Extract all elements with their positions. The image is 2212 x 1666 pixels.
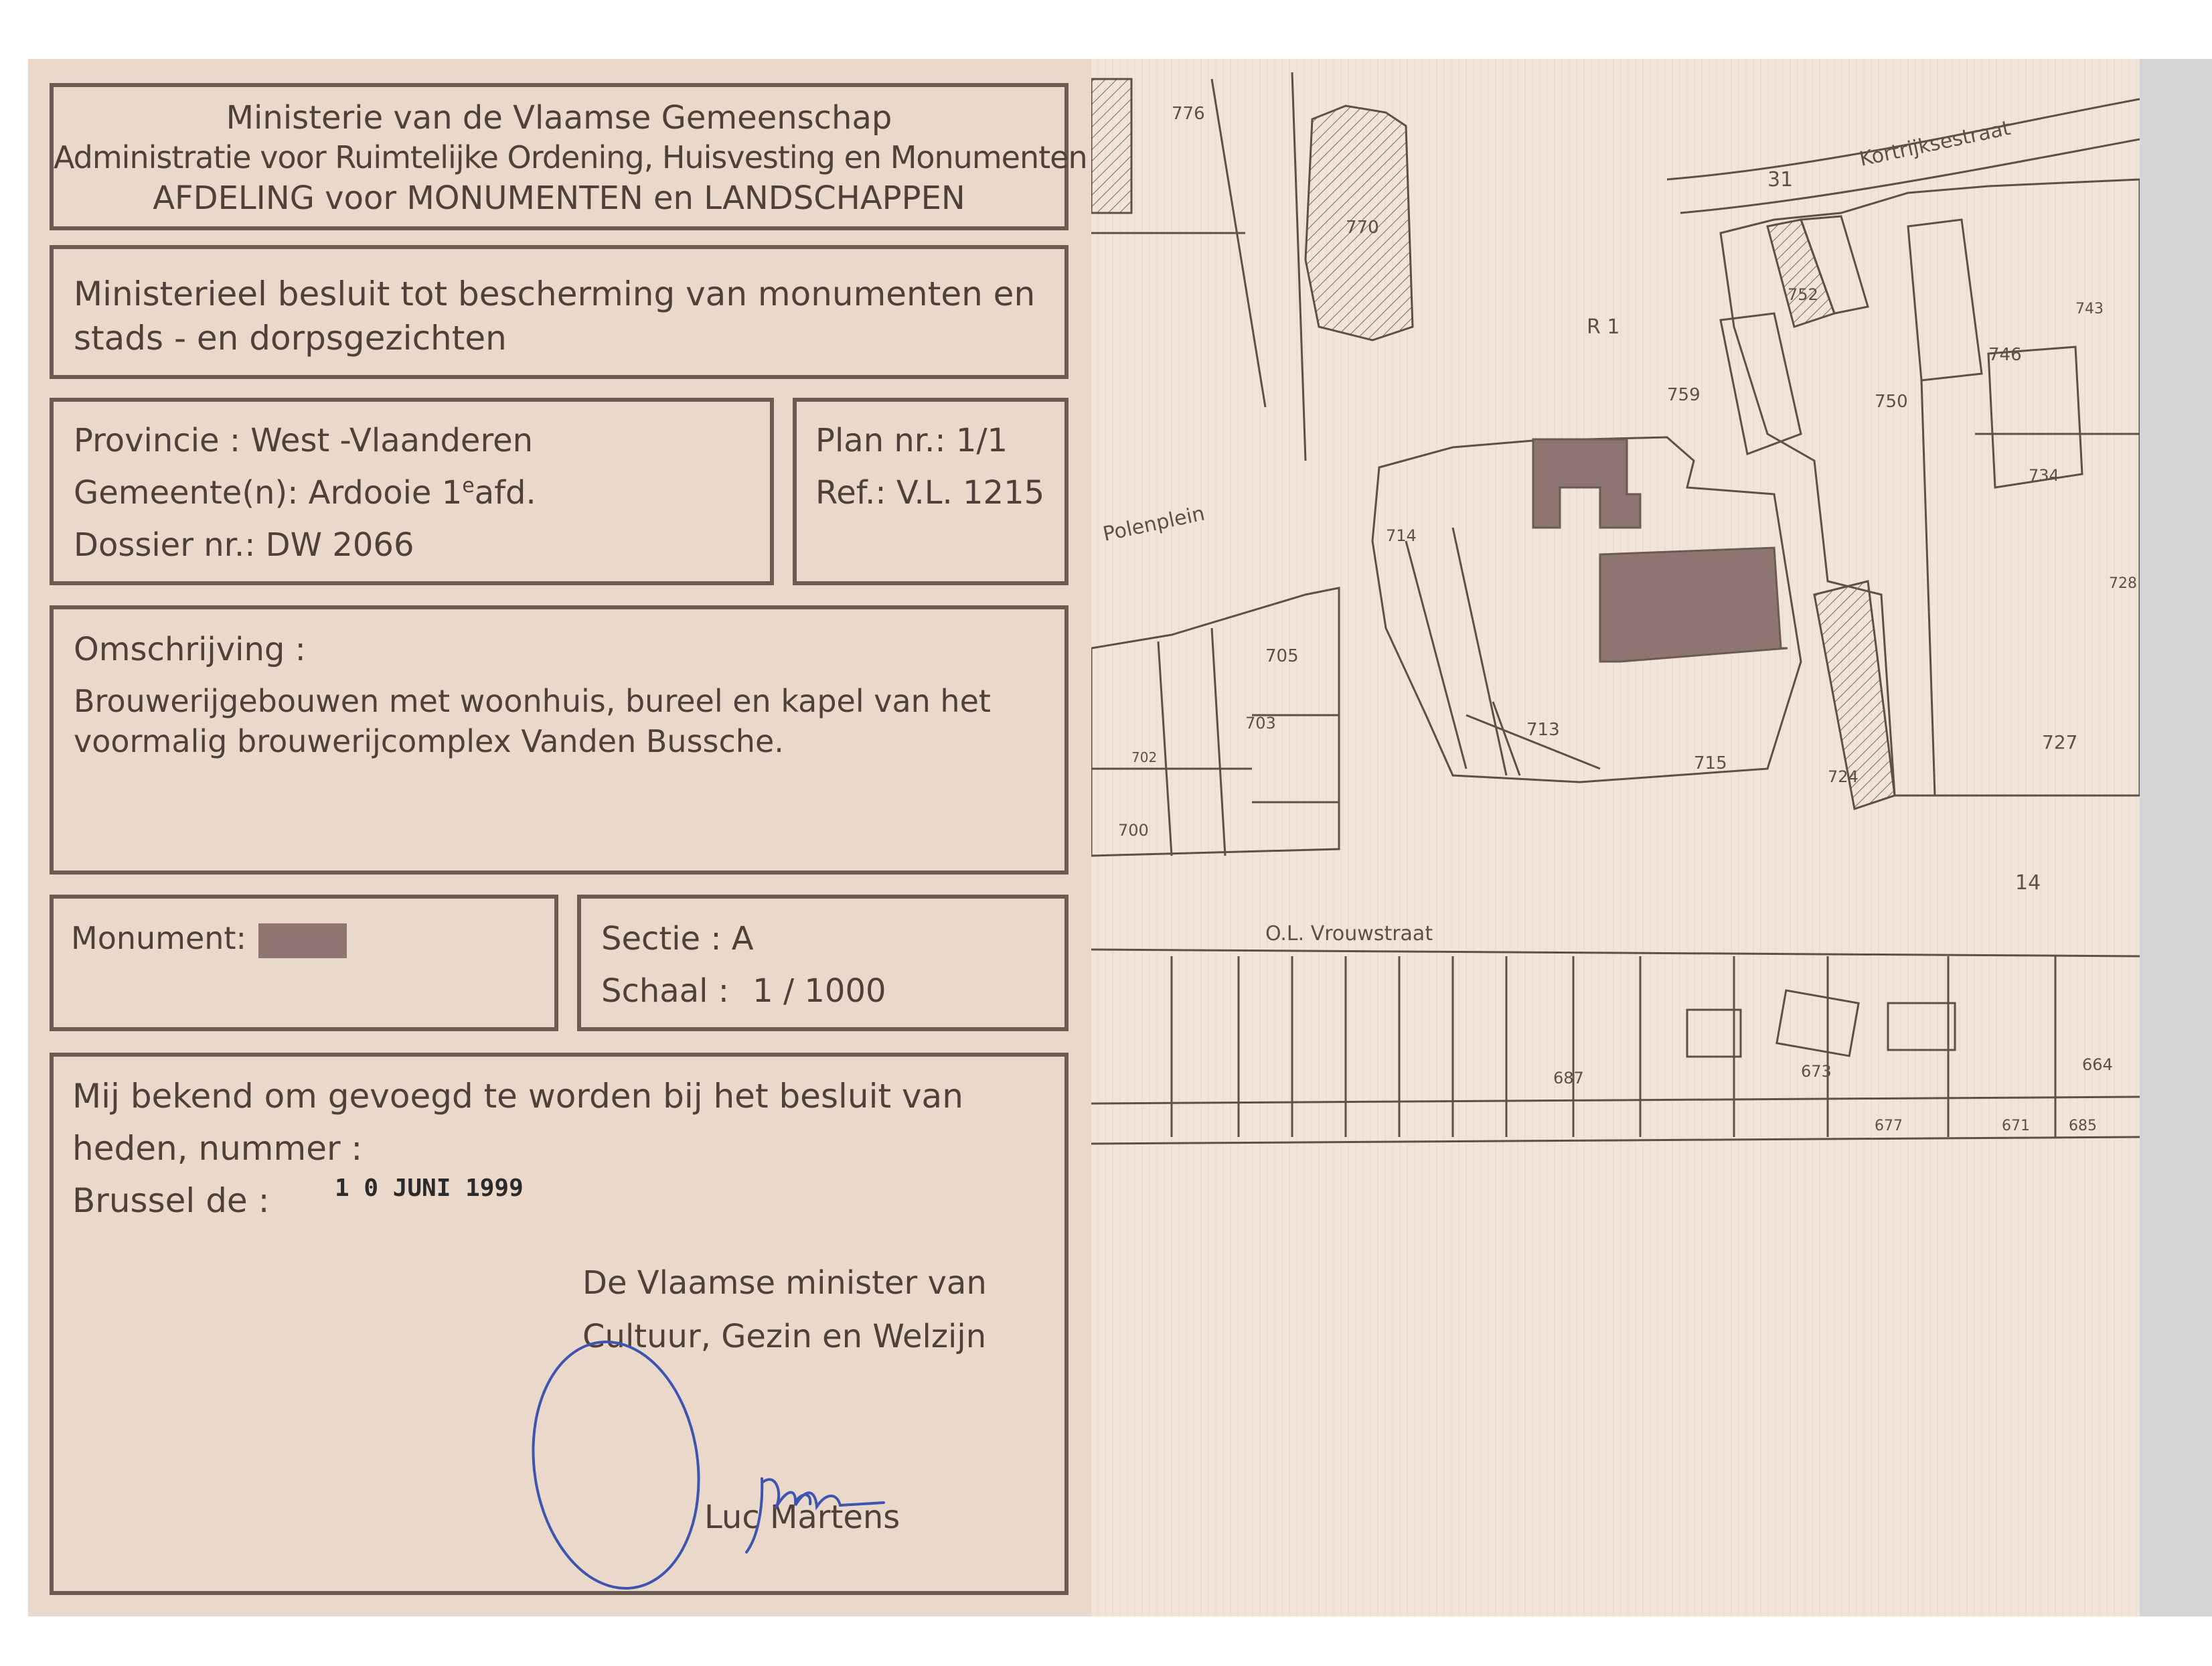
street-ol-vrouwstraat: O.L. Vrouwstraat: [1265, 922, 1433, 945]
date-stamp: 1 0 JUNI 1999: [335, 1175, 524, 1202]
ministry-name: Ministerie van de Vlaamse Gemeenschap: [226, 99, 892, 137]
parcel-664: 664: [2082, 1055, 2113, 1074]
approval-line-2: heden, nummer :: [72, 1129, 363, 1168]
parcel-728: 728: [2109, 575, 2137, 592]
parcel-734: 734: [2029, 466, 2059, 485]
handwritten-signature: [482, 1311, 951, 1592]
approval-line-1: Mij bekend om gevoegd te worden bij het besluit van: [72, 1077, 963, 1116]
dossier-label: Dossier nr.:: [74, 526, 256, 564]
provincie-label: Provincie :: [74, 422, 240, 459]
monument-legend-box: [50, 895, 558, 1031]
department-name: AFDELING voor MONUMENTEN en LANDSCHAPPEN: [153, 179, 965, 217]
administration-name: Administratie voor Ruimtelijke Ordening, Huisvesting en Monumenten: [54, 139, 1087, 175]
parcel-714: 714: [1386, 526, 1417, 545]
description-heading: Omschrijving :: [74, 631, 306, 668]
plan-row: [815, 422, 1008, 459]
parcel-776: 776: [1172, 104, 1205, 124]
gemeente-value: Ardooie 1: [308, 474, 463, 512]
description-line-2: voormalig brouwerijcomplex Vanden Bussche.: [74, 723, 784, 759]
plan-label: Plan nr.:: [815, 422, 946, 459]
parcel-703: 703: [1245, 714, 1276, 733]
sectie-value: A: [731, 920, 754, 958]
legend-panel: [28, 59, 1091, 1616]
schaal-value: 1 / 1000: [753, 972, 886, 1010]
dossier-value: DW 2066: [265, 526, 414, 564]
parcel-724: 724: [1828, 767, 1859, 786]
ref-row: [815, 474, 1044, 512]
decree-box: [50, 245, 1069, 379]
schaal-row: [601, 972, 886, 1010]
decree-line-1: Ministerieel besluit tot bescherming van monumenten en: [74, 275, 1036, 313]
street-polenplein: Polenplein: [1101, 502, 1207, 546]
signatory-name: Luc Martens: [704, 1499, 900, 1536]
parcel-677: 677: [1875, 1118, 1903, 1134]
gemeente-row: [74, 474, 536, 512]
parcel-743: 743: [2075, 301, 2104, 317]
monument-row: [71, 920, 347, 958]
marker-31: 31: [1767, 168, 1794, 192]
parcel-770: 770: [1346, 218, 1379, 238]
gemeente-superscript: e: [462, 474, 475, 498]
provincie-row: [74, 422, 533, 459]
brussel-label: Brussel de :: [72, 1181, 270, 1220]
minister-line-1: De Vlaamse minister van: [582, 1264, 987, 1302]
parcel-759: 759: [1667, 385, 1701, 405]
scan-margin: [2140, 59, 2212, 1616]
sectie-label: Sectie :: [601, 920, 722, 958]
parcel-750: 750: [1875, 392, 1908, 412]
parcel-705: 705: [1265, 646, 1299, 666]
parcel-671: 671: [2002, 1118, 2030, 1134]
monument-label: Monument:: [71, 920, 246, 956]
parcel-713: 713: [1526, 720, 1560, 740]
marker-14: 14: [2015, 871, 2041, 895]
parcel-727: 727: [2042, 731, 2078, 753]
location-box: [50, 398, 774, 585]
plan-box: [793, 398, 1069, 585]
dossier-row: [74, 526, 414, 564]
parcel-715: 715: [1694, 753, 1727, 773]
description-box: [50, 605, 1069, 875]
ministry-header: [50, 83, 1087, 230]
parcel-673: 673: [1801, 1062, 1832, 1081]
minister-line-2: Cultuur, Gezin en Welzijn: [582, 1318, 987, 1355]
provincie-value: West -Vlaanderen: [250, 422, 534, 459]
description-line-1: Brouwerijgebouwen met woonhuis, bureel en kapel van het: [74, 683, 991, 719]
decree-line-2: stads - en dorpsgezichten: [74, 319, 507, 358]
ref-value: V.L. 1215: [896, 474, 1045, 512]
parcel-687: 687: [1553, 1069, 1584, 1087]
ref-label: Ref.:: [815, 474, 886, 512]
marker-r1: R 1: [1587, 315, 1620, 339]
plan-value: 1/1: [955, 422, 1008, 459]
parcel-746: 746: [1988, 345, 2022, 365]
gemeente-label: Gemeente(n):: [74, 474, 299, 512]
sectie-row: [601, 920, 754, 958]
parcel-700: 700: [1118, 821, 1149, 840]
schaal-label: Schaal :: [601, 972, 729, 1010]
approval-box: [50, 1053, 1069, 1595]
street-kortrijksestraat: Kortrijksestraat: [1857, 116, 2013, 171]
cadastral-map: [1091, 59, 2140, 1616]
map-drawing: [1091, 59, 2140, 1170]
parcel-685: 685: [2069, 1118, 2097, 1134]
gemeente-suffix: afd.: [474, 474, 536, 512]
scale-box: [577, 895, 1069, 1031]
monument-swatch: [258, 923, 347, 958]
parcel-702: 702: [1131, 749, 1158, 765]
parcel-752: 752: [1788, 285, 1818, 304]
